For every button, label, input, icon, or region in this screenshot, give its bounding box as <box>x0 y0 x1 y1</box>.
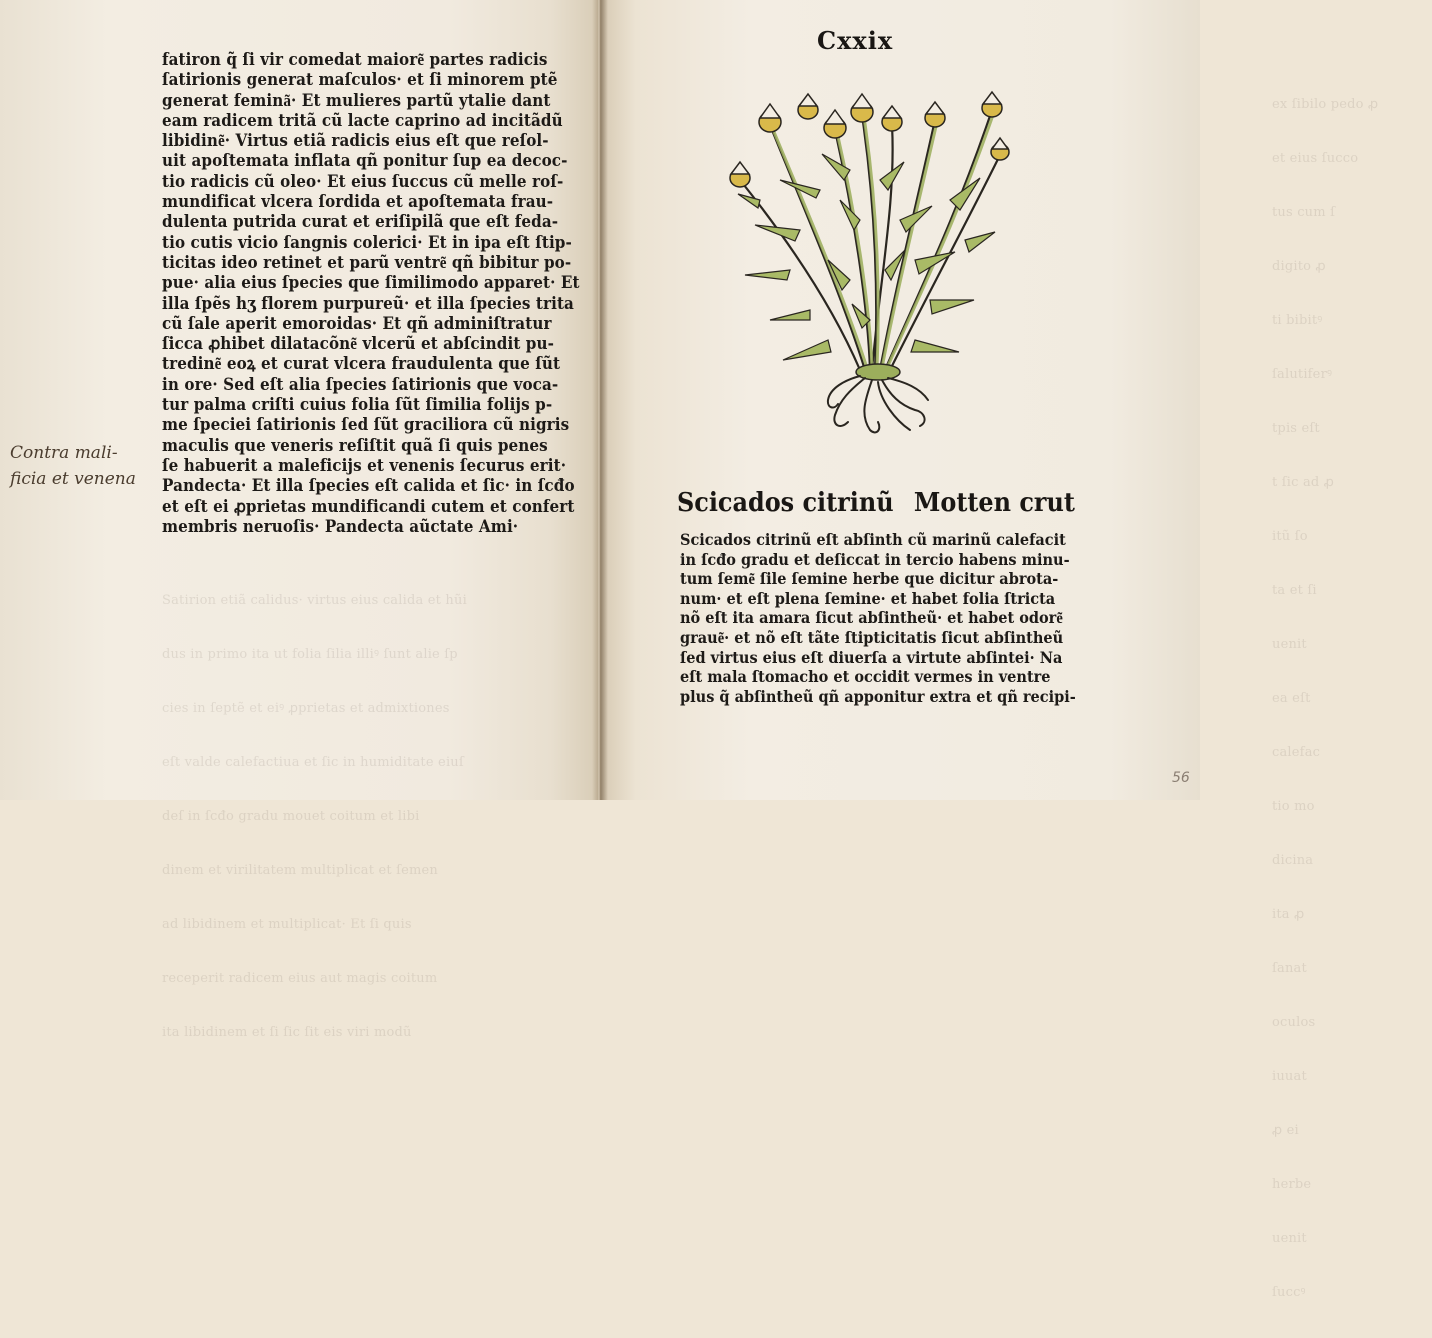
text-line: tredine͂ eoꝝ et curat vlcera fraudulenta que ſũt <box>162 354 561 374</box>
text-line: et eſt ei ꝓprietas mundificandi cutem et confert <box>162 496 575 516</box>
folio-number: Cxxix <box>817 26 894 55</box>
entry-heading <box>677 488 1075 518</box>
text-line: uit apoſtemata inflata qñ ponitur ſup ea decoc- <box>162 151 568 171</box>
text-line: ſatirionis generat maſculos· et ſi minorem ptẽ <box>162 70 558 90</box>
text-line: Pandecta· Et illa ſpecies eſt calida et ſic· in ſcđo <box>162 476 575 496</box>
heading-latin: Scicados citrinũ <box>677 488 894 518</box>
text-line: ticitas ideo retinet et parũ ventre͂ qñ bibitur po- <box>162 252 572 272</box>
text-line: pue· alia eius ſpecies que ſimilimodo apparet· Et <box>162 273 580 293</box>
text-line: illa ſpẽs hʒ florem purpureũ· et illa ſpecies trita <box>162 293 574 313</box>
left-page-text <box>162 50 580 537</box>
left-page <box>0 0 598 1040</box>
text-line: libidine͂· Virtus etiã radicis eius eſt que reſol- <box>162 131 549 151</box>
text-line: fatiron q̃ ſi vir comedat maiore͂ partes radicis <box>162 50 548 69</box>
gutter-shadow <box>592 0 608 800</box>
text-line: nõ eſt ita amara ſicut abſintheũ· et habet odore͂ <box>680 608 1063 628</box>
text-line: tio radicis cũ oleo· Et eius ſuccus cũ melle roſ- <box>162 171 564 191</box>
text-line: generat femina͂· Et mulieres partũ ytalie dant <box>162 90 551 110</box>
text-line: tio cutis vicio ſangnis colerici· Et in ipa eſt ſtip- <box>162 232 572 252</box>
marginal-handwritten-note <box>10 440 136 492</box>
text-line: num· et eſt plena ſemine· et habet folia ſtricta <box>680 588 1056 608</box>
text-line: maculis que veneris reſiſtit quã ſi quis penes <box>162 435 548 455</box>
text-line: in ore· Sed eſt alia ſpecies ſatirionis que voca- <box>162 374 559 394</box>
text-line: dulenta putrida curat et eriſipilã que eſt feda- <box>162 212 559 232</box>
text-line: mundificat vlcera ſordida et apoſtemata frau- <box>162 192 554 212</box>
right-page-text <box>680 530 1075 706</box>
marginal-note-line: ficia et venena <box>10 469 136 489</box>
text-line: membris neruoſis· Pandecta aũctate Ami· <box>162 516 519 536</box>
text-line: eam radicem tritã cũ lacte caprino ad incitãdũ <box>162 110 563 130</box>
bleed-through-text-right: ex ſibilo pedo ꝓ et eius ſucco tus cum ſ digito ꝓ ti bibitꝰ ſalutiferꝰ tpis eſt t ſic ad ꝓ itũ ſo ta et ſi uenit ea eſt calefac tio mo dicina ita ꝓ ſanat oculos iuuat ꝓ ei herbe uenit ſuccꝰ <box>1272 97 1379 1300</box>
text-line: in ſcđo gradu et deſiccat in tercio habens minu- <box>680 549 1070 569</box>
text-line: tum ſeme͂ ſile ſemine herbe que dicitur abrota- <box>680 569 1059 589</box>
text-line: graue͂· et nõ eſt tãte ſtipticitatis ſicut abſintheũ <box>680 627 1064 647</box>
text-line: tur palma criſti cuius folia ſũt ſimilia folijs p- <box>162 395 553 415</box>
text-line: ſicca ꝓhibet dilatacõne͂ vlcerũ et abſcindit pu- <box>162 334 555 354</box>
woodcut-plant-illustration <box>700 70 1030 450</box>
pencil-page-note: 56 <box>1172 770 1190 786</box>
text-line: ſe habuerit a maleficijs et venenis ſecurus erit· <box>162 455 567 475</box>
text-line: me ſpeciei ſatirionis ſed ſũt graciliora cũ nigris <box>162 415 570 435</box>
bleed-through-text-left: Satirion etiã calidus· virtus eius calida et hũi dus in primo ita ut folia ſilia illiꝰ ſunt alie ſp cies in ſeptẽ et eiꝰ ꝓprietas et admixtiones eſt valde calefactiua et ſic in humiditate eiuſ deſ in ſcđo gradu mouet coitum et libi dinem et virilitatem multiplicat et ſemen ad libidinem et multiplicat· Et ſi quis receperit radicem eius aut magis coitum ita libidinem et ſi ſic ſit eis viri modũ <box>162 593 467 1040</box>
heading-german: Motten crut <box>913 488 1075 518</box>
marginal-note-line: Contra mali- <box>10 443 118 463</box>
text-line: cũ ſale aperit emoroidas· Et qñ adminiſtratur <box>162 313 552 333</box>
text-line: Scicados citrinũ eſt abſinth cũ marinũ calefacit <box>680 530 1066 549</box>
text-line: ſed virtus eius eſt diuerſa a virtute abſintei· Na <box>680 647 1063 667</box>
text-line: eſt mala ſtomacho et occidit vermes in ventre <box>680 667 1051 687</box>
text-line: plus q̃ abſintheũ qñ apponitur extra et qñ recipi- <box>680 686 1076 706</box>
